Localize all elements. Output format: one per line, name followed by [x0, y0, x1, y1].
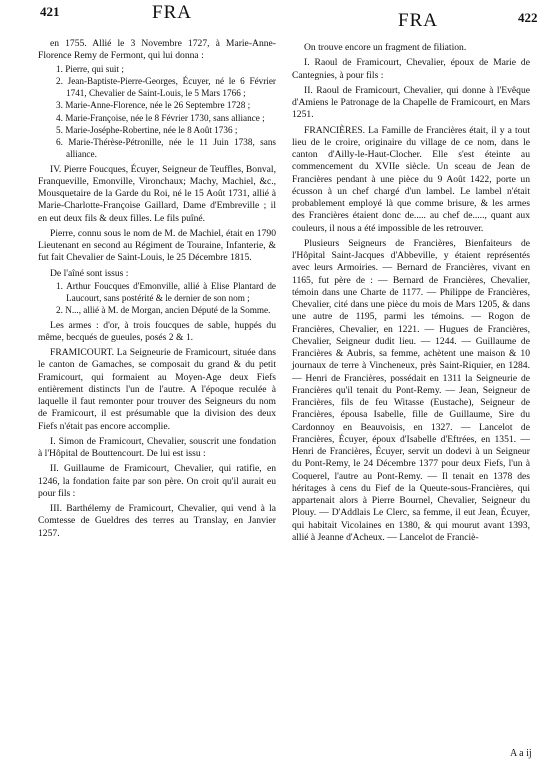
left-column — [38, 38, 276, 540]
list-item: 2. N..., allié à M. de Morgan, ancien Député de la Somme. — [56, 305, 271, 316]
paragraph: III. Barthélemy de Framicourt, Chevalier, qui vend à la Comtesse de Gueldres des terres au Translay, en Janvier 1257. — [38, 503, 276, 539]
running-head-left: FRA — [152, 2, 192, 23]
paragraph: On trouve encore un fragment de filiation. — [304, 42, 467, 53]
paragraph: Pierre, connu sous le nom de M. de Machiel, était en 1790 Lieutenant en second au Régiment de Touraine, Infanterie, & fut fait Chevalier de Saint-Louis, le 25 Décembre 1815. — [38, 227, 276, 264]
list-item: 3. Marie-Anne-Florence, née le 26 Septembre 1728 ; — [56, 100, 251, 111]
paragraph: IV. Pierre Foucques, Écuyer, Seigneur de Teuffles, Bonval, Franqueville, Emonville, Vironchaux; Machy, Machiel, &c., Mousquetaire de la Garde du Roi, né le 15 Août 1731, allié à Marie-Charlotte-Françoise Gaillard, Dame d'Embreville ; il en eut deux fils & deux filles. Le fils puîné. — [38, 163, 276, 224]
page-number-right: 422 — [518, 10, 538, 25]
paragraph: II. Raoul de Framicourt, Chevalier, qui donne à l'Evêque d'Amiens le Patronage de la Chapelle de Framicourt, en Mars 1251. — [292, 84, 530, 121]
paragraph: FRAMICOURT. La Seigneurie de Framicourt, située dans le canton de Gamaches, se composait du grand & du petit Framicourt, qui formaient au Moyen-Age deux Fiefs entièrement distincts l'un de l'autre. A l'époque reculée à laquelle il faut remonter pour trouver des Seigneurs du nom de Framicourt, il est présumable que la division des deux Fiefs n'était pas encore accomplie. — [38, 347, 276, 432]
paragraph: De l'aîné sont issus : — [50, 267, 129, 279]
paragraph: Les armes : d'or, à trois foucques de sable, huppés du même, becqués de gueules, posés 2 & 1. — [38, 319, 276, 343]
running-head-right: FRA — [398, 10, 438, 31]
list-item: 6. Marie-Thérèse-Pétronille, née le 11 Juin 1738, sans alliance. — [56, 137, 276, 160]
paragraph: en 1755. Allié le 3 Novembre 1727, à Marie-Anne-Florence Remy de Fermont, qui lui donna : — [38, 38, 276, 62]
paragraph: I. Simon de Framicourt, Chevalier, souscrit une fondation à l'Hôpital de Bouttencourt. De lui est issu : — [38, 435, 276, 459]
list-item: 2. Jean-Baptiste-Pierre-Georges, Écuyer, né le 6 Février 1741, Chevalier de Saint-Louis, le 5 Mars 1766 ; — [56, 75, 276, 98]
list-item: 1. Pierre, qui suit ; — [56, 63, 124, 74]
paragraph: II. Guillaume de Framicourt, Chevalier, qui ratifie, en 1246, la fondation faite par son père. On croit qu'il aurait eu pour fils : — [38, 463, 276, 499]
paragraph: FRANCIÈRES. La Famille de Francières était, il y a tout lieu de le croire, originaire du village de ce nom, dans le canton d'Ailly-le-Haut-Clocher. Elle s'est éteinte au commencement du XVIIe siècle. Un sceau de Jean de Francières pendant à une pièce du 9 Août 1422, porte un écusson à un chef chargé d'un lambel. Le lambel n'était probablement employé là que comme brisure, & les armes des Francières étaient donc de..... au chef de....., quant aux couleurs, il nous a été impossible de les retrouver. — [292, 124, 530, 234]
list-item: 5. Marie-Joséphe-Robertine, née le 8 Août 1736 ; — [56, 124, 238, 135]
right-column — [292, 42, 530, 544]
signature-mark: A a ij — [510, 748, 532, 759]
paragraph: Plusieurs Seigneurs de Francières, Bienfaiteurs de l'Hôpital Saint-Jacques d'Abbeville, y étaient représentés avec leurs Armoiries. — Bernard de Francières, vivant en 1165, fut père de : — Bernard de Francières, Chevalier, témoin dans une Charte de 1177. — Philippe de Francières, Chevalier, cité dans une pièce du mois de Mars 1205, & dans une autre de 1195, parmi les témoins. — Rogon de Francières, Chevalier, en 1221. — Hugues de Francières, Chevalier, Seigneur dudit lieu. — 1244. — Guillaume de Francières & Aubris, sa femme, achètent une maison & 10 journaux de terre à Vincheneux, près Saint-Riquier, en 1284. — Henri de Francières, possédait en 1311 la Seigneurie de Francières qu'il tenait du Pont-Remy. — Jean, Seigneur de Francières, fils de feu Witasse (Eustache), Seigneur de Francières, épousa Isabelle, fille de Guillaume, Sire du Cardonnoy en Beauvoisis, en 1327. — Lancelot de Francières, Écuyer, époux d'Isabelle d'Eftrées, en 1351. — Henri de Francières, Écuyer, servit un dodevi à un Seigneur du Pont-Remy, le 24 Décembre 1377 pour deux Fiefs, l'un à Coquerel, l'autre au Pont-Remy. — Il tenait en 1378 des héritages à cens du Fief de la Queute-sous-Francières, qui appartenait alors à Pierre Bournel, Chevalier, Seigneur du Plouy. — D'Addlais Le Clerc, sa femme, il eut Jean, Écuyer, qui habitait Vicolaines en 1380, & qui mourut avant 1393, allié à Jeanne d'Acheux. — Lancelot de Franciè- — [292, 237, 530, 543]
list-item: 4. Marie-Françoise, née le 8 Février 1730, sans alliance ; — [56, 112, 265, 123]
page-number-left: 421 — [40, 4, 60, 19]
enumerated-list — [38, 63, 276, 161]
paragraph: I. Raoul de Framicourt, Chevalier, époux de Marie de Cantegnies, à pour fils : — [292, 57, 530, 81]
enumerated-list — [38, 280, 276, 317]
list-item: 1. Arthur Foucques d'Emonville, allié à Elise Plantard de Laucourt, sans postérité & le dernier de son nom ; — [56, 280, 276, 303]
page-header — [0, 0, 560, 40]
